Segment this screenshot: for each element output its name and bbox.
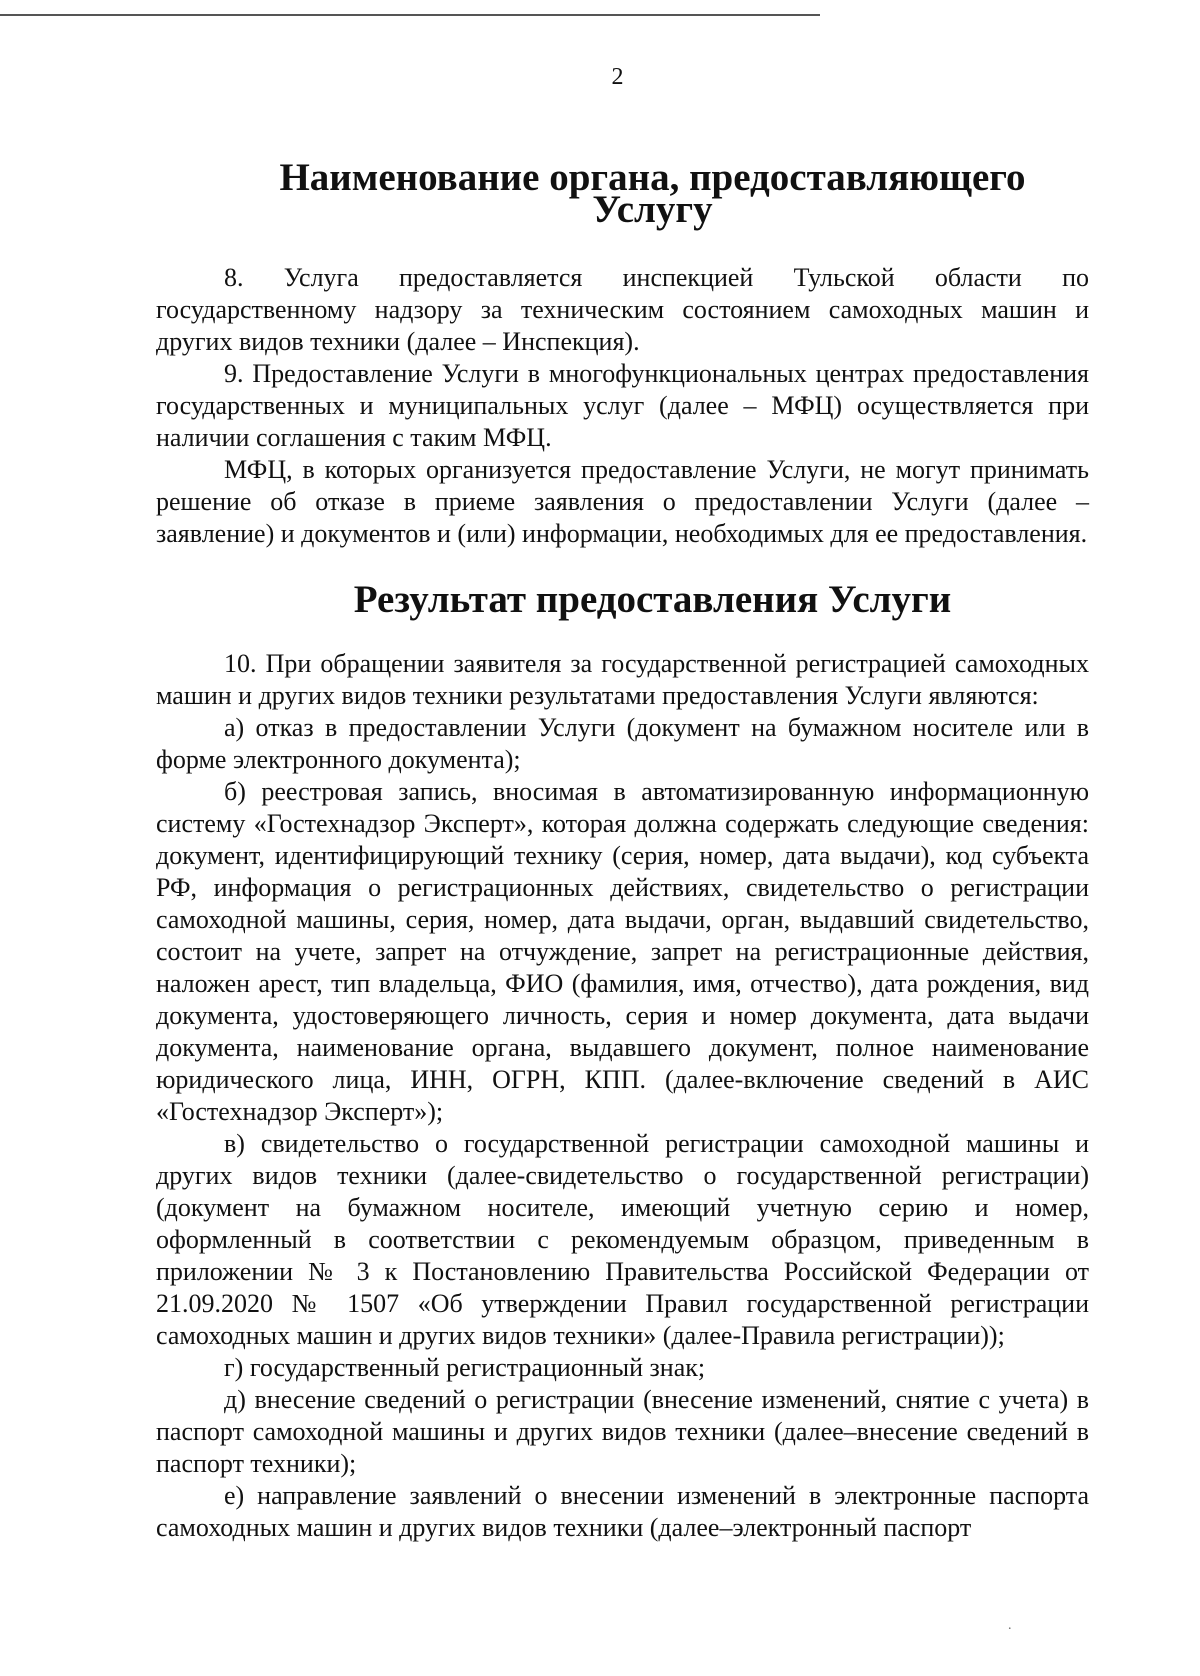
- page-number: 2: [611, 64, 624, 90]
- paragraph-10-v: в) свидетельство о государственной регистрации самоходной машины и других видов техники (далее-свидетельство о государственной регистрации) (документ на бумажном носителе, имеющий учетную серию и номер, оформленный в соответствии с рекомендуемым образцом, приведенным в приложении № 3 к Постановлению Правительства Российской Федерации от 21.09.2020 № 1507 «Об утверждении Правил государственной регистрации самоходных машин и других видов техники» (далее-Правила регистрации));: [156, 1129, 1089, 1350]
- paragraph-10-d: д) внесение сведений о регистрации (внесение изменений, снятие с учета) в паспорт самоходной машины и других видов техники (далее–внесение сведений в паспорт техники);: [156, 1385, 1089, 1478]
- corner-mark: .: [1008, 1618, 1012, 1633]
- paragraph-8: 8. Услуга предоставляется инспекцией Тульской области по государственному надзору за техническим состоянием самоходных машин и других видов техники (далее – Инспекция).: [156, 263, 1089, 356]
- section-heading-authority: Наименование органа, предоставляющего Услугу: [279, 156, 1026, 231]
- paragraph-10-g: г) государственный регистрационный знак;: [224, 1353, 706, 1382]
- paragraph-mfc: МФЦ, в которых организуется предоставление Услуги, не могут принимать решение об отказе в приеме заявления о предоставлении Услуги (далее – заявление) и документов и (или) информации, необходимых для ее предоставления.: [156, 455, 1089, 548]
- top-rule: [0, 14, 820, 16]
- paragraph-10-a: а) отказ в предоставлении Услуги (документ на бумажном носителе или в форме электронного документа);: [156, 713, 1089, 774]
- paragraph-10-e: е) направление заявлений о внесении изменений в электронные паспорта самоходных машин и других видов техники (далее–электронный паспорт: [156, 1481, 1089, 1542]
- paragraph-10-b: б) реестровая запись, вносимая в автоматизированную информационную систему «Гостехнадзор Эксперт», которая должна содержать следующие сведения: документ, идентифицирующий технику (серия, номер, дата выдачи), код субъекта РФ, информация о регистрационных действиях, свидетельство о регистрации самоходной машины, серия, номер, дата выдачи, орган, выдавший свидетельство, состоит на учете, запрет на отчуждение, запрет на регистрационные действия, наложен арест, тип владельца, ФИО (фамилия, имя, отчество), дата рождения, вид документа, удостоверяющего личность, серия и номер документа, дата выдачи документа, наименование органа, выдавшего документ, полное наименование юридического лица, ИНН, ОГРН, КПП. (далее-включение сведений в АИС «Гостехнадзор Эксперт»);: [156, 777, 1089, 1126]
- paragraph-9: 9. Предоставление Услуги в многофункциональных центрах предоставления государственных и муниципальных услуг (далее – МФЦ) осуществляется при наличии соглашения с таким МФЦ.: [156, 359, 1089, 452]
- section-heading-result: Результат предоставления Услуги: [353, 578, 952, 621]
- document-body: [156, 156, 1089, 1544]
- paragraph-10: 10. При обращении заявителя за государственной регистрацией самоходных машин и других видов техники результатами предоставления Услуги являются:: [156, 649, 1089, 710]
